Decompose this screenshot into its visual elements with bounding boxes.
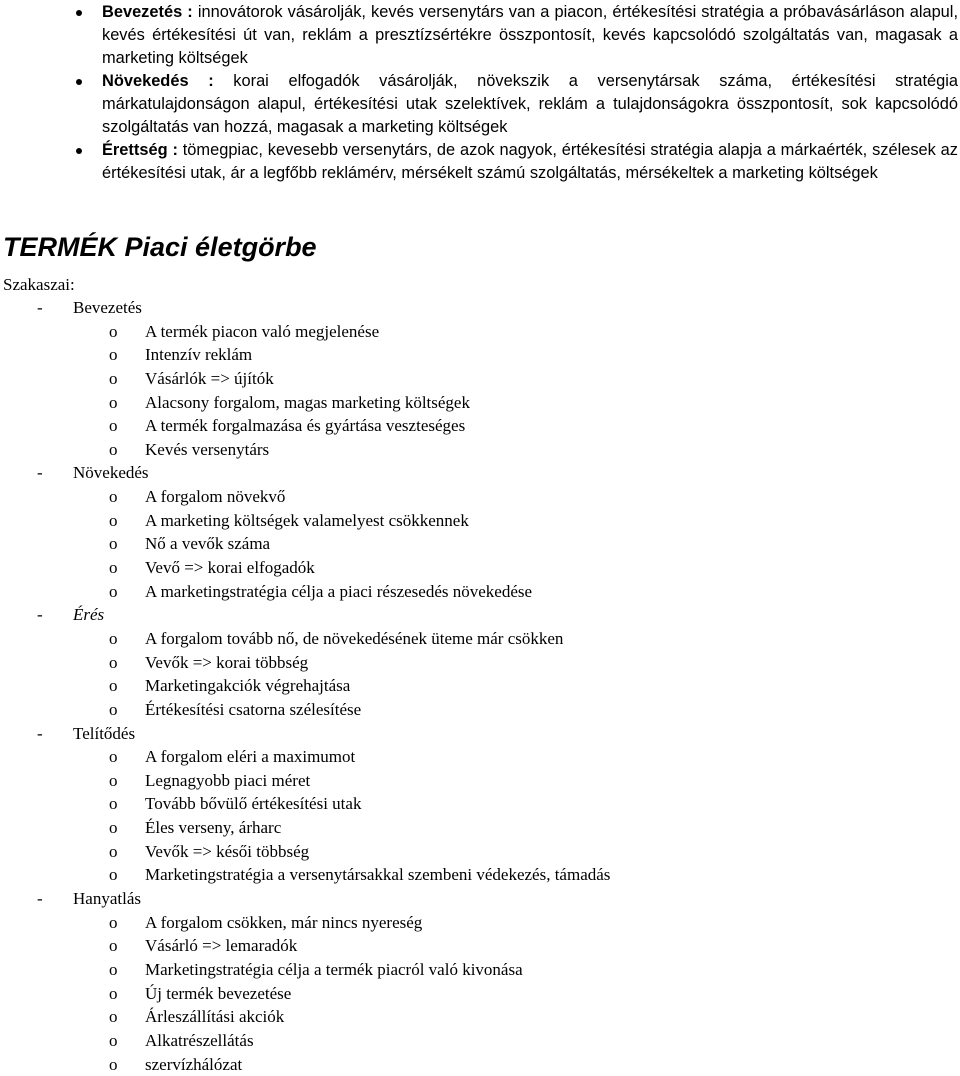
phase-label: Bevezetés [73,296,142,320]
list-item [0,509,960,533]
bullet-text: tömegpiac, kevesebb versenytárs, de azok nagyok, értékesítési stratégia alapja a márkaérték, szélesek az értékesítési utak, ár a legfőbb reklámérv, mérsékelt számú szolgáltatás, mérsékeltek a marketing költségek [102,141,958,182]
circle-bullet-icon: o [109,343,118,367]
phase-item-list [0,911,960,1076]
phase-label: Érés [73,603,104,627]
list-item-text: Vevők => késői többség [145,840,309,864]
stage-characteristics-list [0,1,958,185]
list-item-text: Vásárló => lemaradók [145,934,297,958]
list-item-text: Tovább bővülő értékesítési utak [145,792,361,816]
list-item-text: Marketingstratégia a versenytársakkal szembeni védekezés, támadás [145,863,610,887]
dash-marker: - [37,461,43,485]
list-item [0,698,960,722]
list-item-text: A termék forgalmazása és gyártása veszteséges [145,414,465,438]
phase-label: Hanyatlás [73,887,141,911]
circle-bullet-icon: o [109,556,118,580]
list-item [0,532,960,556]
circle-bullet-icon: o [109,414,118,438]
list-item-text: A marketing költségek valamelyest csökkennek [145,509,469,533]
list-item-text: A forgalom növekvő [145,485,285,509]
list-item [0,863,960,887]
bullet-bevezetes [0,1,958,70]
circle-bullet-icon: o [109,698,118,722]
list-item-text: Nő a vevők száma [145,532,270,556]
list-item-text: Marketingstratégia célja a termék piacról való kivonása [145,958,523,982]
circle-bullet-icon: o [109,769,118,793]
circle-bullet-icon: o [109,911,118,935]
list-item [0,391,960,415]
list-item [0,911,960,935]
circle-bullet-icon: o [109,391,118,415]
list-item-text: A forgalom csökken, már nincs nyereség [145,911,422,935]
list-item-text: Intenzív reklám [145,343,252,367]
phase-item-list [0,320,960,462]
list-item-text: Értékesítési csatorna szélesítése [145,698,361,722]
circle-bullet-icon: o [109,816,118,840]
list-item [0,1029,960,1053]
lifecycle-outline [0,296,960,1076]
phase-label: Növekedés [73,461,149,485]
phase-item-list [0,485,960,603]
list-item-text: Vevők => korai többség [145,651,308,675]
list-item [0,958,960,982]
phase-header [0,296,960,320]
circle-bullet-icon: o [109,532,118,556]
phase-section [0,722,960,887]
circle-bullet-icon: o [109,958,118,982]
bullet-text: korai elfogadók vásárolják, növekszik a versenytársak száma, értékesítési stratégia márkatulajdonságon alapul, értékesítési utak szelektívek, reklám a tulajdonságokra összpontosít, sok kapcsolódó szolgáltatás van hozzá, magasak a marketing költségek [102,72,958,136]
list-item-text: Árleszállítási akciók [145,1005,284,1029]
circle-bullet-icon: o [109,320,118,344]
list-item [0,367,960,391]
circle-bullet-icon: o [109,792,118,816]
dash-marker: - [37,887,43,911]
list-item-text: Kevés versenytárs [145,438,269,462]
list-item [0,414,960,438]
phase-header [0,461,960,485]
bullet-erettseg [0,139,958,185]
phase-item-list [0,745,960,887]
phase-header [0,722,960,746]
list-item [0,745,960,769]
circle-bullet-icon: o [109,982,118,1006]
bullet-dot-icon [76,10,82,16]
circle-bullet-icon: o [109,485,118,509]
list-item [0,769,960,793]
bullet-term: Növekedés : [102,72,214,90]
list-item [0,792,960,816]
list-item-text: szervízhálózat [145,1053,242,1076]
list-item-text: Alacsony forgalom, magas marketing költségek [145,391,470,415]
bullet-text: innovátorok vásárolják, kevés versenytárs van a piacon, értékesítési stratégia a próbavásárláson alapul, kevés értékesítési út van, reklám a presztízsértékre összpontosít, kevés kapcsolódó szolgáltatás van, magasak a marketing költségek [102,3,958,67]
phase-section [0,296,960,461]
bullet-dot-icon [76,79,82,85]
dash-marker: - [37,296,43,320]
circle-bullet-icon: o [109,509,118,533]
phase-label: Telítődés [73,722,135,746]
circle-bullet-icon: o [109,438,118,462]
circle-bullet-icon: o [109,580,118,604]
dash-marker: - [37,722,43,746]
list-item [0,343,960,367]
list-item [0,840,960,864]
circle-bullet-icon: o [109,674,118,698]
list-item-text: A termék piacon való megjelenése [145,320,379,344]
bullet-term: Érettség : [102,141,178,159]
list-item [0,627,960,651]
circle-bullet-icon: o [109,1005,118,1029]
list-item [0,1005,960,1029]
circle-bullet-icon: o [109,1029,118,1053]
list-item [0,320,960,344]
circle-bullet-icon: o [109,1053,118,1076]
list-item [0,438,960,462]
phase-item-list [0,627,960,722]
list-item-text: Új termék bevezetése [145,982,291,1006]
circle-bullet-icon: o [109,745,118,769]
dash-marker: - [37,603,43,627]
phase-section [0,461,960,603]
list-item-text: Marketingakciók végrehajtása [145,674,350,698]
stages-intro: Szakaszai: [3,273,75,296]
bullet-term: Bevezetés : [102,3,193,21]
list-item [0,934,960,958]
circle-bullet-icon: o [109,863,118,887]
circle-bullet-icon: o [109,367,118,391]
list-item [0,556,960,580]
list-item [0,485,960,509]
list-item-text: A forgalom eléri a maximumot [145,745,355,769]
section-heading: TERMÉK Piaci életgörbe [3,228,317,266]
list-item [0,651,960,675]
list-item-text: A marketingstratégia célja a piaci részesedés növekedése [145,580,532,604]
list-item [0,982,960,1006]
list-item [0,580,960,604]
list-item-text: Vevő => korai elfogadók [145,556,315,580]
list-item-text: Legnagyobb piaci méret [145,769,310,793]
list-item-text: Alkatrészellátás [145,1029,254,1053]
phase-section [0,603,960,721]
phase-header [0,603,960,627]
list-item-text: A forgalom tovább nő, de növekedésének üteme már csökken [145,627,563,651]
list-item-text: Éles verseny, árharc [145,816,281,840]
bullet-dot-icon [76,148,82,154]
bullet-novekedes [0,70,958,139]
circle-bullet-icon: o [109,840,118,864]
list-item [0,674,960,698]
phase-section [0,887,960,1076]
circle-bullet-icon: o [109,627,118,651]
circle-bullet-icon: o [109,934,118,958]
phase-header [0,887,960,911]
list-item [0,1053,960,1076]
circle-bullet-icon: o [109,651,118,675]
list-item [0,816,960,840]
list-item-text: Vásárlók => újítók [145,367,274,391]
